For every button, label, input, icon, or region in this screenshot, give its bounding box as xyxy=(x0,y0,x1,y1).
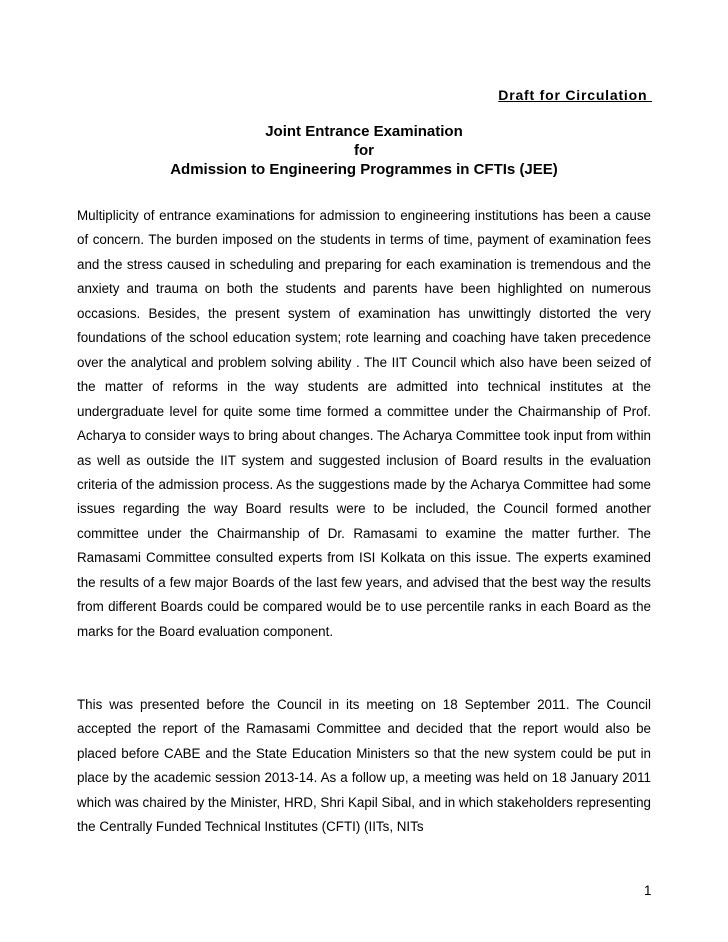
title-line-3: Admission to Engineering Programmes in CFTIs (JEE) xyxy=(170,161,558,178)
body-paragraph-2: This was presented before the Council in its meeting on 18 September 2011. The Council accepted the report of the Ramasami Committee and decided that the report would also be placed before CABE and the State Education Ministers so that the new system could be put in place by the academic session 2013-14. As a follow up, a meeting was held on 18 January 2011 which was chaired by the Minister, HRD, Shri Kapil Sibal, and in which stakeholders representing the Centrally Funded Technical Institutes (CFTI) (IITs, NITs xyxy=(77,697,651,835)
title-line-2: for xyxy=(354,142,374,159)
body-paragraph-1: Multiplicity of entrance examinations for admission to engineering institutions has been a cause of concern. The burden imposed on the students in terms of time, payment of examination fees and the stress caused in scheduling and preparing for each examination is tremendous and the anxiety and trauma on both the students and parents have been highlighted on numerous occasions. Besides, the present system of examination has unwittingly distorted the very foundations of the school education system; rote learning and coaching have taken precedence over the analytical and problem solving ability . The IIT Council which also have been seized of the matter of reforms in the way students are admitted into technical institutes at the undergraduate level for quite some time formed a committee under the Chairmanship of Prof. Acharya to consider ways to bring about changes. The Acharya Committee took input from within as well as outside the IIT system and suggested inclusion of Board results in the evaluation criteria of the admission process. As the suggestions made by the Acharya Committee had some issues regarding the way Board results were to be included, the Council formed another committee under the Chairmanship of Dr. Ramasami to examine the matter further. The Ramasami Committee consulted experts from ISI Kolkata on this issue. The experts examined the results of a few major Boards of the last few years, and advised that the best way the results from different Boards could be compared would be to use percentile ranks in each Board as the marks for the Board evaluation component. xyxy=(77,208,651,639)
draft-label: Draft for Circulation xyxy=(498,87,652,103)
page-number: 1 xyxy=(644,883,652,898)
title-line-1: Joint Entrance Examination xyxy=(265,123,463,140)
